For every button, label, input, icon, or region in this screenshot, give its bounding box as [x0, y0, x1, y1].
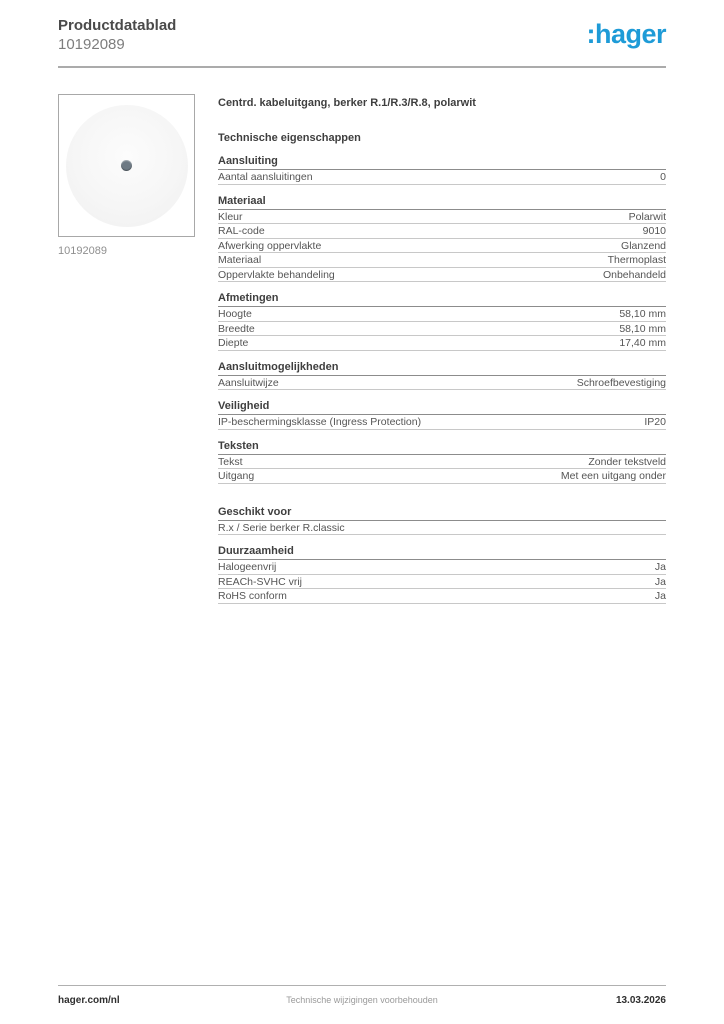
spec-label: R.x / Serie berker R.classic: [218, 521, 345, 534]
spec-label: Hoogte: [218, 308, 252, 320]
spec-label: Oppervlakte behandeling: [218, 268, 335, 281]
section-rows: [218, 210, 666, 283]
spec-section: [218, 155, 666, 185]
spec-section: [218, 361, 666, 391]
section-heading: Teksten: [218, 440, 666, 455]
spec-row: [218, 521, 666, 536]
spec-row: [218, 415, 666, 430]
spec-value: IP20: [644, 416, 666, 428]
spec-value: Onbehandeld: [602, 268, 666, 281]
footer-website: hager.com/nl: [58, 995, 120, 1006]
section-rows: [218, 170, 666, 185]
product-image-column: [58, 94, 195, 604]
header-titles: [58, 16, 176, 54]
product-image-caption: 10192089: [58, 245, 107, 257]
section-rows: [218, 521, 666, 536]
spec-row: [218, 268, 666, 283]
spec-value: Zonder tekstveld: [588, 455, 666, 468]
hager-logo: :hager: [586, 19, 666, 49]
section-heading: Afmetingen: [218, 292, 666, 307]
page-header: [0, 0, 724, 54]
spec-value: Ja: [654, 561, 666, 573]
spec-row: [218, 224, 666, 239]
spec-row: [218, 575, 666, 590]
footer-disclaimer: Technische wijzigingen voorbehouden: [286, 995, 438, 1005]
specs-column: [218, 94, 666, 604]
spec-row: [218, 239, 666, 254]
spec-row: [218, 455, 666, 470]
spec-row: [218, 253, 666, 268]
page-footer: [58, 985, 666, 1006]
spec-row: [218, 376, 666, 391]
product-title: Centrd. kabeluitgang, berker R.1/R.3/R.8, polarwit: [218, 97, 476, 109]
spec-label: Breedte: [218, 322, 255, 335]
spec-value: Glanzend: [621, 239, 666, 252]
spec-row: [218, 210, 666, 225]
spec-label: Tekst: [218, 455, 243, 468]
spec-row: [218, 170, 666, 185]
spec-value: 9010: [642, 225, 666, 237]
screw-icon: [121, 160, 132, 171]
spec-value: 0: [660, 171, 666, 183]
spec-label: RAL-code: [218, 225, 265, 237]
section-rows: [218, 455, 666, 484]
section-rows: [218, 376, 666, 391]
spec-value: Met een uitgang onder: [560, 470, 666, 482]
spec-value: Ja: [654, 590, 666, 602]
page-main: [0, 68, 724, 604]
footer-date: 13.03.2026: [615, 995, 666, 1006]
spec-row: [218, 322, 666, 337]
spec-row: [218, 307, 666, 322]
section-rows: [218, 415, 666, 430]
spec-section: [218, 292, 666, 351]
spec-value: Schroefbevestiging: [576, 376, 666, 389]
spec-section: [218, 506, 666, 536]
spec-label: Halogeenvrij: [218, 561, 277, 573]
spec-value: 58,10 mm: [619, 322, 666, 335]
product-image-frame: [58, 94, 195, 237]
section-rows: [218, 307, 666, 351]
spec-value: Ja: [654, 575, 666, 588]
section-rows: [218, 560, 666, 604]
spec-label: Afwerking oppervlakte: [218, 239, 322, 252]
spec-row: [218, 336, 666, 351]
section-heading: Veiligheid: [218, 400, 666, 415]
spec-label: Kleur: [218, 210, 243, 223]
doc-title: Productdatablad: [58, 17, 177, 34]
spec-label: IP-beschermingsklasse (Ingress Protection): [218, 416, 422, 428]
spec-section: [218, 400, 666, 430]
spec-label: Aantal aansluitingen: [218, 171, 313, 183]
tech-properties-title: Technische eigenschappen: [218, 132, 361, 144]
spec-value: Thermoplast: [607, 254, 666, 266]
section-heading: Materiaal: [218, 195, 666, 210]
spec-label: Aansluitwijze: [218, 376, 279, 389]
spec-section: [218, 440, 666, 484]
product-photo-cover-plate: [66, 105, 188, 227]
spec-label: REACh-SVHC vrij: [218, 575, 303, 588]
spec-value: 17,40 mm: [619, 337, 666, 349]
spec-sections: [218, 155, 666, 604]
spec-row: [218, 469, 666, 484]
spec-row: [218, 589, 666, 604]
spec-label: Uitgang: [218, 470, 255, 482]
footer-row: [58, 995, 666, 1006]
spec-row: [218, 560, 666, 575]
section-heading: Aansluitmogelijkheden: [218, 361, 666, 376]
section-heading: Aansluiting: [218, 155, 666, 170]
section-heading: Duurzaamheid: [218, 545, 666, 560]
spec-label: Diepte: [218, 337, 249, 349]
spec-value: 58,10 mm: [619, 308, 666, 320]
spec-section: [218, 545, 666, 604]
spec-section: [218, 195, 666, 283]
section-heading: Geschikt voor: [218, 506, 666, 521]
doc-product-number: 10192089: [58, 36, 125, 53]
spec-label: RoHS conform: [218, 590, 287, 602]
spec-value: Polarwit: [628, 210, 666, 223]
spec-label: Materiaal: [218, 254, 262, 266]
